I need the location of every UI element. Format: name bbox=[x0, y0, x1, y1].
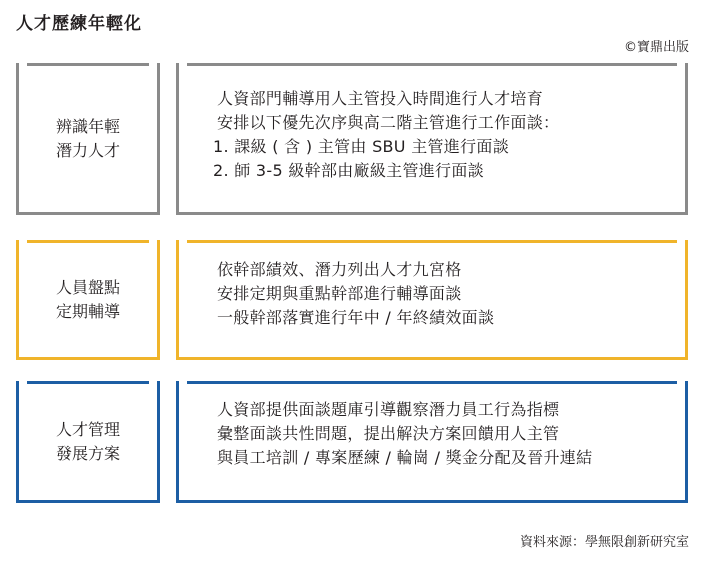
row-detail-box bbox=[176, 63, 688, 215]
row-label-box bbox=[16, 63, 160, 215]
row-label-line: 人才管理 bbox=[55, 420, 120, 439]
row-label-line: 定期輔導 bbox=[55, 302, 120, 321]
row-label-line: 發展方案 bbox=[55, 444, 120, 463]
row-label bbox=[19, 276, 157, 324]
detail-line: 1. 課級 ( 含 ) 主管由 SBU 主管進行面談 bbox=[213, 137, 509, 156]
detail-line: 2. 師 3-5 級幹部由廠級主管進行面談 bbox=[213, 161, 484, 180]
row-label bbox=[19, 115, 157, 163]
detail-line: 依幹部績效、潛力列出人才九宮格 bbox=[217, 260, 462, 279]
row-label bbox=[19, 418, 157, 466]
detail-line: 一般幹部落實進行年中 / 年終績效面談 bbox=[217, 308, 495, 327]
row-label-box bbox=[16, 240, 160, 360]
row-talent-review bbox=[0, 240, 711, 360]
row-identify-young-talent bbox=[0, 63, 711, 215]
row-detail-box bbox=[176, 240, 688, 360]
detail-line: 彙整面談共性問題，提出解決方案回饋用人主管 bbox=[217, 424, 560, 443]
detail-line: 安排以下優先次序與高二階主管進行工作面談： bbox=[217, 113, 560, 132]
row-detail-text bbox=[213, 87, 671, 183]
row-detail-text bbox=[217, 258, 671, 330]
detail-line: 人資部門輔導用人主管投入時間進行人才培育 bbox=[217, 89, 544, 108]
row-detail-box bbox=[176, 381, 688, 503]
page-title: 人才歷練年輕化 bbox=[16, 14, 142, 34]
row-label-line: 辨識年輕 bbox=[55, 117, 120, 136]
detail-line: 與員工培訓 / 專案歷練 / 輪崗 / 獎金分配及晉升連結 bbox=[217, 448, 593, 467]
publisher-credit: ©寶鼎出版 bbox=[623, 40, 689, 55]
row-detail-text bbox=[217, 398, 671, 470]
source-credit: 資料來源：學無限創新研究室 bbox=[519, 535, 689, 550]
row-label-box bbox=[16, 381, 160, 503]
detail-line: 人資部提供面談題庫引導觀察潛力員工行為指標 bbox=[217, 400, 560, 419]
row-label-line: 人員盤點 bbox=[55, 278, 120, 297]
detail-line: 安排定期與重點幹部進行輔導面談 bbox=[217, 284, 462, 303]
row-label-line: 潛力人才 bbox=[55, 141, 120, 160]
row-talent-development bbox=[0, 381, 711, 503]
